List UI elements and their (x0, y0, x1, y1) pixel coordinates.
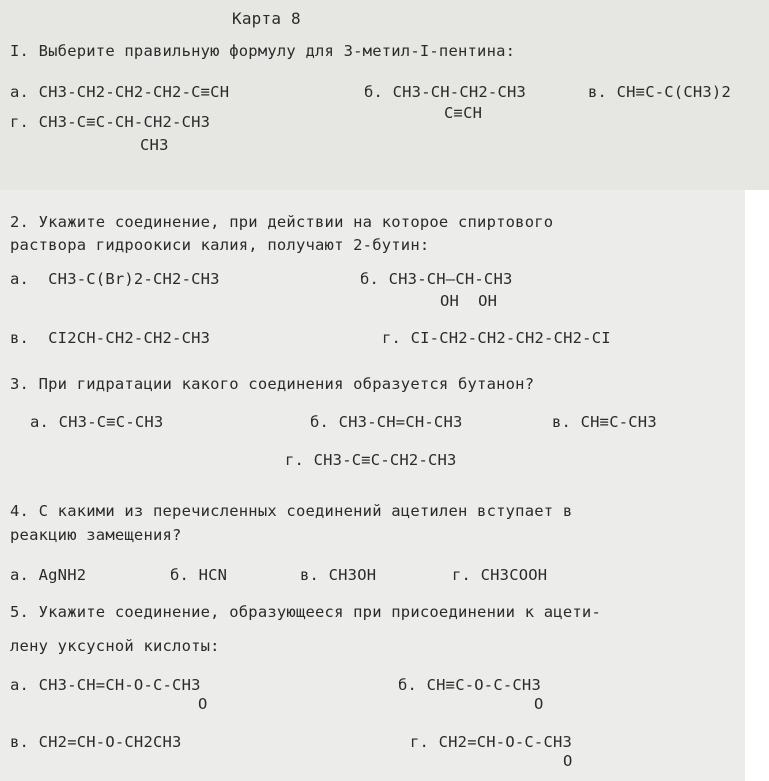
q5-prompt-line1: 5. Укажите соединение, образующееся при присоединении к ацети- (10, 603, 601, 621)
q5-option-g-oxygen: O (563, 752, 573, 770)
q2-prompt-line1: 2. Укажите соединение, при действии на которое спиртового (10, 213, 554, 231)
q5-option-b: б. CH≡C-O-C-CH3 (398, 676, 541, 694)
q1-prompt: I. Выберите правильную формулу для 3-метил-I-пентина: (10, 42, 516, 60)
q2-prompt-line2: раствора гидроокиси калия, получают 2-бутин: (10, 236, 430, 254)
q2-option-g: г. CI-CH2-CH2-CH2-CH2-CI (382, 329, 611, 347)
q5-prompt-line2: лену уксусной кислоты: (10, 637, 220, 655)
card-title: Карта 8 (232, 9, 301, 28)
q2-option-v: в. CI2CH-CH2-CH2-CH3 (10, 329, 211, 347)
q1-option-g-branch: CH3 (140, 136, 169, 154)
q5-option-a-oxygen: O (198, 695, 208, 713)
q2-option-b: б. CH3-CH—CH-CH3 (360, 270, 513, 288)
q4-option-g: г. CH3COOH (452, 566, 548, 584)
q3-option-a: а. CH3-C≡C-CH3 (30, 413, 164, 431)
q1-option-b: б. CH3-CH-CH2-CH3 (364, 83, 527, 101)
q4-option-a: а. AgNH2 (10, 566, 87, 584)
q3-option-v: в. CH≡C-CH3 (552, 413, 657, 431)
q1-option-b-branch: C≡CH (444, 104, 483, 122)
q4-prompt-line2: реакцию замещения? (10, 526, 182, 544)
q5-option-b-oxygen: O (534, 695, 544, 713)
q2-option-b-branch: OH OH (440, 292, 498, 310)
q4-option-b: б. HCN (170, 566, 228, 584)
q2-option-a: а. CH3-C(Br)2-CH2-CH3 (10, 270, 220, 288)
q4-prompt-line1: 4. С какими из перечисленных соединений ацетилен вступает в (10, 502, 573, 520)
q3-prompt: 3. При гидратации какого соединения образуется бутанон? (10, 375, 535, 393)
q5-option-v: в. CH2=CH-O-CH2CH3 (10, 733, 182, 751)
q3-option-b: б. CH3-CH=CH-CH3 (310, 413, 463, 431)
q4-option-v: в. CH3OH (300, 566, 377, 584)
right-margin (745, 190, 769, 781)
q5-option-a: а. CH3-CH=CH-O-C-CH3 (10, 676, 201, 694)
q1-option-v: в. CH≡C-C(CH3)2 (588, 83, 731, 101)
q1-option-g: г. CH3-C≡C-CH-CH2-CH3 (10, 113, 211, 131)
q5-option-g: г. CH2=CH-O-C-CH3 (410, 733, 573, 751)
q1-option-a: а. CH3-CH2-CH2-CH2-C≡CH (10, 83, 230, 101)
q3-option-g: г. CH3-C≡C-CH2-CH3 (285, 451, 457, 469)
